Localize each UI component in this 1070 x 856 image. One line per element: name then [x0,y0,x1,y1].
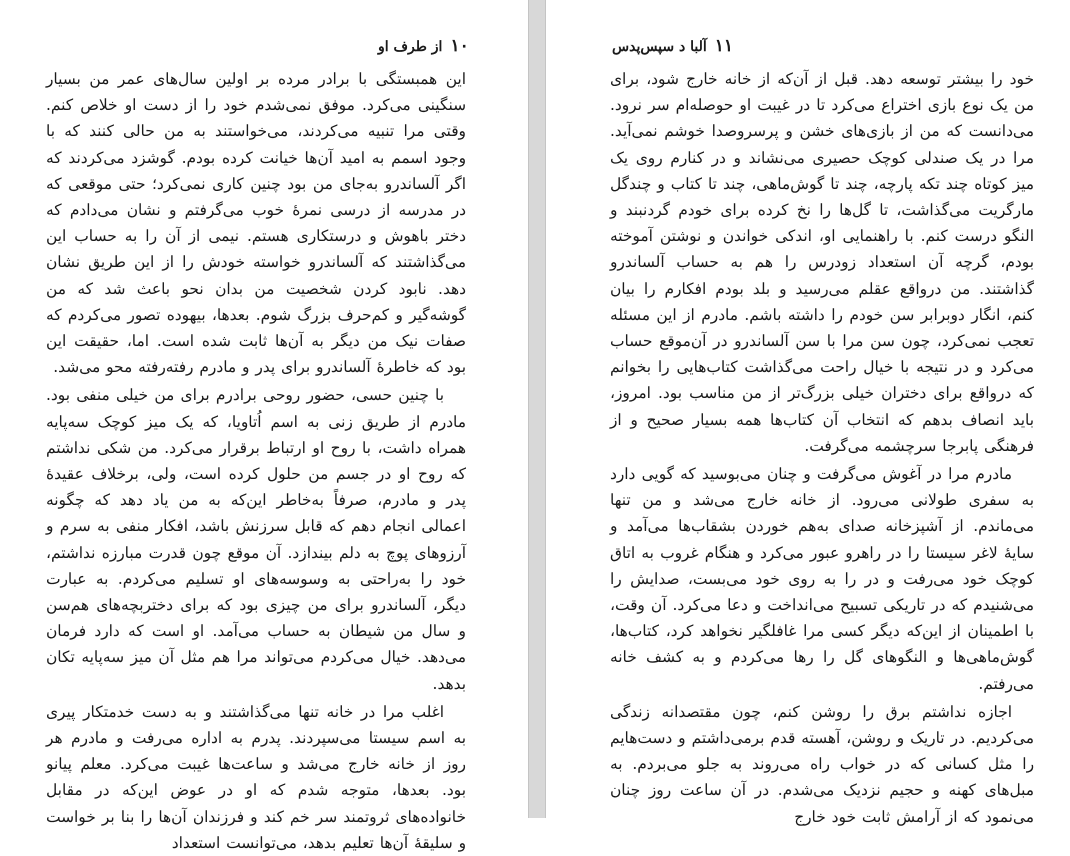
paragraph: اجازه نداشتم برق را روشن کنم، چون مقتصدانه زندگی می‌کردیم. در تاریک و روشن، آهسته قدم برمی‌داشتم و دست‌هایم را مثل کسانی که در خواب راه می‌روند به جلو می‌بردم. به مبل‌های کهنه و حجیم نزدیک می‌شدم. در آن ساعت روز چنان می‌نمود که از آرامش ثابت خود خارج [610,702,1034,826]
left-page-body [46,66,466,856]
right-page-body [610,66,1034,830]
left-page [0,0,528,852]
paragraph: اغلب مرا در خانه تنها می‌گذاشتند و به دست خدمتکار پیری به اسم سیستا می‌سپردند. پدرم به اداره می‌رفت و مادرم هر روز از خانه خارج می‌شد و ساعت‌ها غیبت می‌کرد. معلم پیانو بود. بعدها، متوجه شدم که او در عوض این‌که در مقابل خانواده‌های ثروتمند سر خم کند و فرزندان آن‌ها را بنا بر خواست و سلیقهٔ آن‌ها تعلیم بدهد، می‌توانست استعداد [46,702,466,852]
paragraph: این همبستگی با برادر مرده بر اولین سال‌های عمر من بسیار سنگینی می‌کرد. موفق نمی‌شدم خود را از دست او خلاص کنم. وقتی مرا تنبیه می‌کردند، می‌خواستند به من حالی کنند که با وجود اسمم به امید آن‌ها خیانت کرده بودم. گوشزد می‌کردند که اگر آلساندرو به‌جای من بود چنین کاری نمی‌کرد؛ حتی موقعی که در مدرسه از درسی نمرهٔ خوب می‌گرفتم و نشان می‌دادم که دختر باهوش و درستکاری هستم. نیمی از آن را به حساب این می‌گذاشتند که آلساندرو خواسته خودش را از این طریق نشان دهد. نابود کردن شخصیت من بدان نحو باعث شد که من گوشه‌گیر و کم‌حرف بزرگ شوم. بعدها، بیهوده تصور می‌کردم که صفات نیک من دیگر به آن‌ها ثابت شده است. اما، حقیقت این بود که خاطرهٔ آلساندرو برای پدر و مادرم رفته‌رفته محو می‌شد. [46,70,466,377]
right-page [546,0,1070,826]
left-page-running-title: از طرف او [378,39,443,55]
paragraph: مادرم مرا در آغوش می‌گرفت و چنان می‌بوسید که گویی دارد به سفری طولانی می‌رود. از خانه خارج می‌شد و من تنها می‌ماندم. از آشپزخانه صدای به‌هم خوردن بشقاب‌ها می‌آمد و سایهٔ لاغر سیستا را در راهرو عبور می‌کرد و هنگام غروب به اتاق کوچک خود می‌رفت و در را به روی خود می‌بست، صدایش را می‌شنیدم که در تاریکی تسبیح می‌انداخت و دعا می‌کرد. آن وقت، با اطمینان از این‌که دیگر کسی مرا غافلگیر نخواهد کرد، کتاب‌ها، گوش‌ماهی‌ها و النگوهای گل را رها می‌کردم و به کشف خانه می‌رفتم. [610,465,1034,693]
left-page-header [378,36,469,58]
right-page-number: ۱۱ [714,36,734,56]
right-page-running-title: آلبا د سپس‌پدس [612,39,707,55]
left-page-number: ۱۰ [450,36,469,56]
right-page-header [612,36,733,58]
book-gutter [528,0,546,818]
paragraph: خود را بیشتر توسعه دهد. قبل از آن‌که از خانه خارج شود، برای من یک نوع بازی اختراع می‌کرد تا در غیبت او حوصله‌ام سر نرود. می‌دانست که من از بازی‌های خشن و پرسروصدا خوشم نمی‌آید. مرا در یک صندلی کوچک حصیری می‌نشاند و در کنارم روی یک میز کوتاه چند تکه پارچه، چند تا گوش‌ماهی، چند تا کتاب و چندگل مارگریت می‌گذاشت، تا گل‌ها را نخ کرده برای خودم گردنبند و النگو درست کنم. با راهنمایی او، اندکی خواندن و نوشتن آموخته بودم، گرچه آن استعداد زودرس را هم به حساب آلساندرو گذاشتند. من درواقع عقلم می‌رسید و بلد بودم افکارم را بیان کنم، انگار دوبرابر سن خودم را داشته باشم. مادرم از این مسئله تعجب نمی‌کرد، چون سن مرا با سن آلساندرو در آن‌موقع حساب می‌کرد و در نتیجه با خیال راحت می‌گذاشت کتاب‌هایی را بخوانم که درواقع برای دختران خیلی بزرگ‌تر از من مناسب بود. امروز، باید انصاف بدهم که انتخاب آن کتاب‌ها همه بسیار صحیح و از فرهنگی پابرجا سرچشمه می‌گرفت. [610,70,1034,455]
paragraph: با چنین حسی، حضور روحی برادرم برای من خیلی منفی بود. مادرم از طریق زنی به اسم اُتاویا، که یک میز کوچک سه‌پایه همراه داشت، با روح او ارتباط برقرار می‌کرد. من شکی نداشتم که روح او در جسم من حلول کرده است، ولی، برخلاف عقیدهٔ پدر و مادرم، صرفاً به‌خاطر این‌که به من یاد دهد که چگونه اعمالی انجام دهم که قابل سرزنش باشد، افکار منفی به سرم و آرزوهای پوچ به دلم بیندازد. آن موقع چون قدرت مبارزه نداشتم، خود را به‌راحتی به وسوسه‌های او تسلیم می‌کردم. به عبارت دیگر، آلساندرو برای من چیزی بود که برای دختربچه‌های هم‌سن و سال من شیطان به حساب می‌آمد. او است که دارد فرمان می‌دهد. خیال می‌کردم می‌تواند مرا هم مثل آن میز سه‌پایه تکان بدهد. [46,386,466,693]
